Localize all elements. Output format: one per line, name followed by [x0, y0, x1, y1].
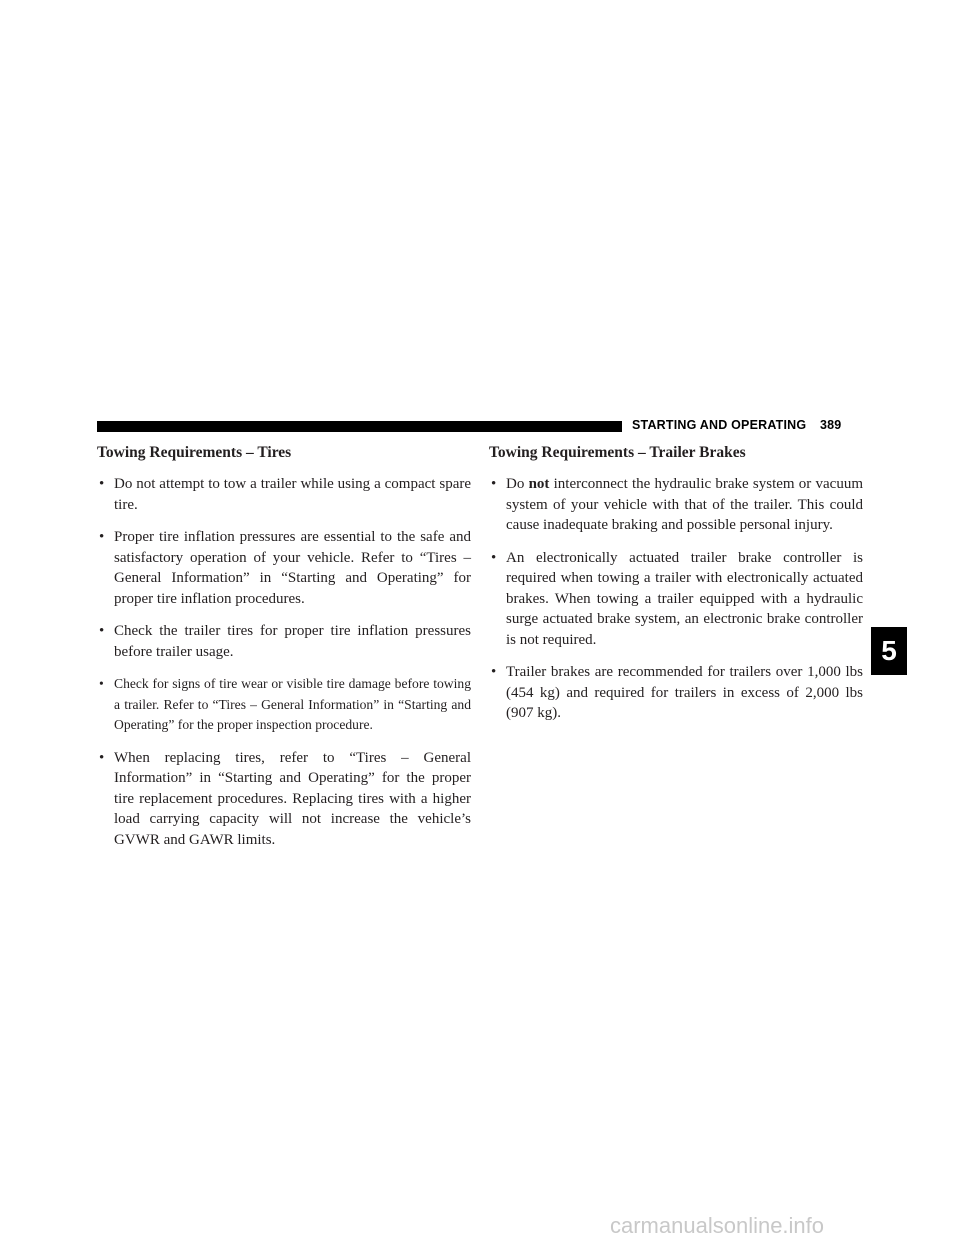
emphasis-not: not: [528, 476, 550, 492]
list-item: [97, 748, 471, 851]
header-rule: [97, 421, 622, 432]
list-item: [489, 548, 863, 651]
list-item: [489, 662, 863, 724]
bullet-icon: •: [99, 476, 105, 492]
bullet-icon: •: [491, 664, 497, 680]
list-item-text: Check the trailer tires for proper tire inflation pressures before trailer usage.: [114, 623, 471, 660]
list-item: [97, 621, 471, 662]
list-item-text: When replacing tires, refer to “Tires – General Information” in “Starting and Operating” for the proper tire replacement procedures. Replacing tires with a higher load carrying capacity will not increase the vehicle’s GVWR and GAWR limits.: [114, 749, 471, 848]
right-column: [489, 444, 863, 736]
list-item: [489, 474, 863, 536]
trailer-brakes-list: [489, 474, 863, 724]
list-item-text: Proper tire inflation pressures are essential to the safe and satisfactory operation of your vehicle. Refer to “Tires – General Information” in “Starting and Operating” for proper tire inflation procedures.: [114, 529, 471, 607]
list-item-lead: Do: [506, 476, 525, 492]
trailer-brakes-heading: Towing Requirements – Trailer Brakes: [489, 444, 746, 461]
list-item: [97, 527, 471, 609]
bullet-icon: •: [491, 476, 497, 492]
bullet-icon: •: [491, 549, 497, 566]
list-item-text: Check for signs of tire wear or visible tire damage before towing a trailer. Refer to “Tires – General Information” in “Starting and Operating” for the proper inspection procedure.: [114, 676, 471, 732]
tires-heading: Towing Requirements – Tires: [97, 444, 292, 461]
list-item-text: An electronically actuated trailer brake controller is required when towing a trailer with electronically actuated brakes. When towing a trailer equipped with a hydraulic surge actuated brake system, an electronic brake controller is not required.: [506, 549, 863, 648]
chapter-tab: 5: [871, 627, 907, 675]
running-header: [632, 418, 841, 432]
bullet-icon: •: [99, 676, 104, 691]
list-item-text: Do not attempt to tow a trailer while using a compact spare tire.: [114, 476, 471, 513]
tires-list: [97, 474, 471, 850]
list-item: [97, 674, 471, 736]
bullet-icon: •: [99, 529, 105, 545]
left-column: [97, 444, 471, 862]
page-number: 389: [820, 418, 842, 432]
list-item-text: interconnect the hydraulic brake system or vacuum system of your vehicle with that of the trailer. This could cause inadequate braking and possible personal injury.: [506, 476, 863, 533]
list-item-text: Trailer brakes are recommended for trailers over 1,000 lbs (454 kg) and required for trailers in excess of 2,000 lbs (907 kg).: [506, 664, 863, 721]
section-title: STARTING AND OPERATING: [632, 418, 807, 432]
bullet-icon: •: [99, 749, 105, 766]
watermark: carmanualsonline.info: [610, 1213, 825, 1238]
list-item: [97, 474, 471, 515]
bullet-icon: •: [99, 623, 105, 639]
